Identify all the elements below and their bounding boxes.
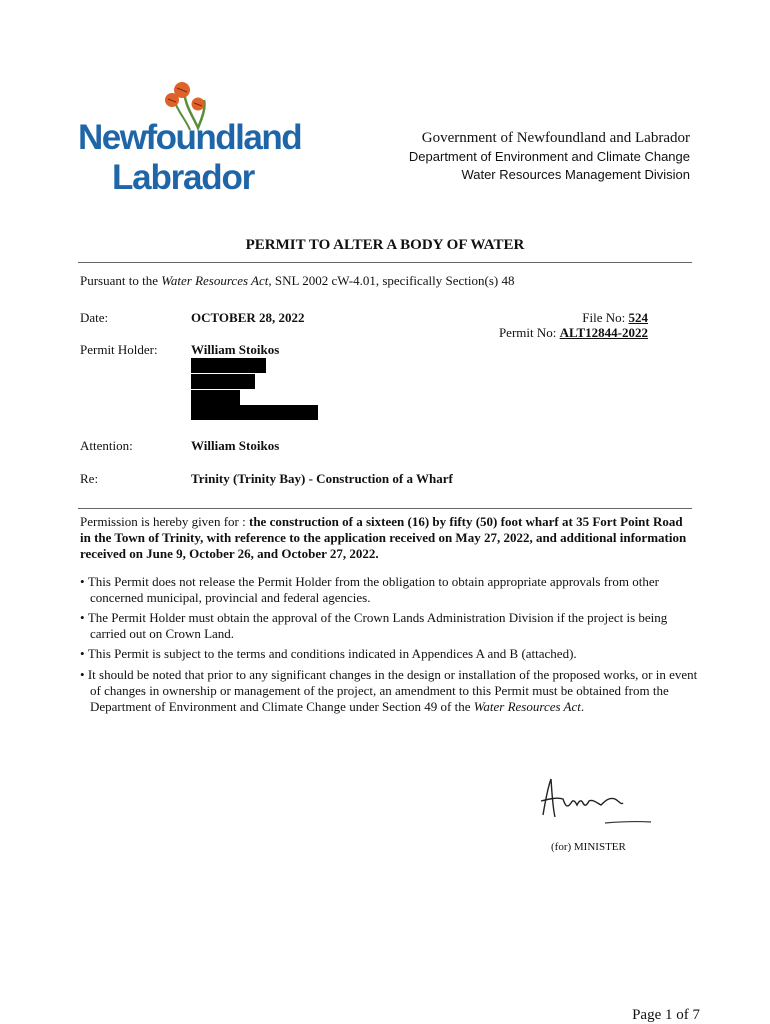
signature-caption: (for) MINISTER [551,841,626,853]
condition-bullet: • This Permit does not release the Permit Holder from the obligation to obtain appropriate approvals from other concerned municipal, provincial and federal agencies. [80,574,659,605]
re-value: Trinity (Trinity Bay) - Construction of a Wharf [191,471,453,486]
permit-holder-value: William Stoikos [191,342,280,357]
permit-holder-label: Permit Holder: [80,342,158,357]
condition-bullet: • It should be noted that prior to any significant changes in the design or installation of the proposed works, or in event of changes in ownership or management of the project, an amendment to this Permit must be obtained from the Department of Environment and Climate Change under Section 49 of the Water Resources Act. [80,667,698,714]
date-value: OCTOBER 28, 2022 [191,310,305,325]
date-label: Date: [80,310,109,325]
logo-wordmark-labrador: Labrador [112,158,255,197]
redacted-address-line [191,358,266,373]
title-divider [78,262,692,263]
document-title: PERMIT TO ALTER A BODY OF WATER [245,237,525,253]
page-number: Page 1 of 7 [632,1007,700,1023]
division-name: Water Resources Management Division [461,167,690,182]
file-number: File No: 524 [582,310,648,325]
attention-value: William Stoikos [191,438,280,453]
condition-bullet: • This Permit is subject to the terms and conditions indicated in Appendices A and B (attached). [80,646,577,661]
redacted-address-line [191,390,240,405]
re-label: Re: [80,471,99,486]
condition-bullet: • The Permit Holder must obtain the approval of the Crown Lands Administration Division if the project is being carried out on Crown Land. [80,610,668,641]
logo-wordmark-newfoundland: Newfoundland [78,118,302,157]
redacted-address-line [191,405,318,420]
minister-signature [535,775,655,830]
permission-paragraph: Permission is hereby given for : the construction of a sixteen (16) by fifty (50) foot wharf at 35 Fort Point Road in the Town of Trinity, with reference to the application received on May 27, 2022, and additional information received on June 9, October 26, and October 27, 2022. [80,514,687,561]
government-name: Government of Newfoundland and Labrador [421,130,690,146]
attention-label: Attention: [80,438,133,453]
redacted-address-line [191,374,255,389]
section-divider [78,508,692,509]
pursuant-line: Pursuant to the Water Resources Act, SNL 2002 cW-4.01, specifically Section(s) 48 [80,273,515,288]
department-name: Department of Environment and Climate Change [408,149,690,164]
permit-number: Permit No: ALT12844-2022 [498,325,648,340]
